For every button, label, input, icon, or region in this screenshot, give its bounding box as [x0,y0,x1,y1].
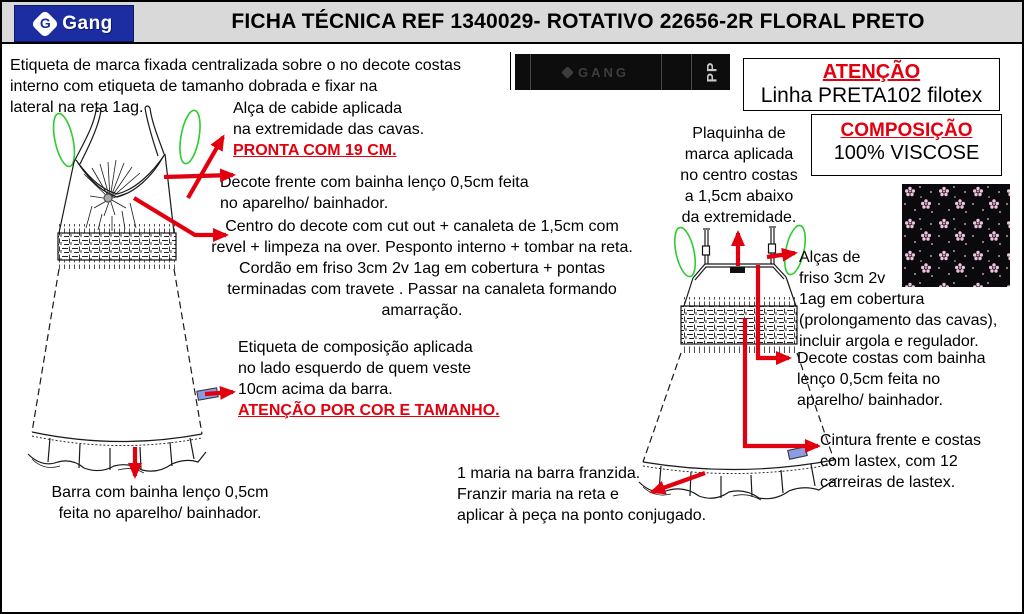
note-hanger-strap [233,98,443,161]
label-segment [515,54,531,90]
hanger-loop-icon [671,226,699,279]
note-hem: Barra com bainha lenço 0,5cm feita no aparelho/ bainhador. [51,484,269,522]
note-composition-label-em: ATENÇÃO POR COR E TAMANHO. [238,402,500,419]
note-ruffle: 1 maria na barra franzida. Franzir maria na reta e aplicar à peça na ponto conjugado. [457,465,707,524]
brand-plaquinha-icon [730,267,745,273]
hanger-loop-icon [50,112,79,169]
gang-logo [14,5,134,42]
page-title: FICHA TÉCNICA REF 1340029- ROTATIVO 22656-2R FLORAL PRETO [231,10,925,33]
woven-label-strip [515,54,730,90]
composition-title: COMPOSIÇÃO [840,120,973,141]
gang-logo-icon: G [31,9,59,37]
note-center-neck: Centro do decote com cut out + canaleta de 1,5cm com revel + limpeza na over. Pesponto interno + tombar na reta. Cordão em friso 3cm 2v 1ag em cobertura + pontas terminadas com travete . Passar na canaleta formando amarração. [211,218,633,319]
note-hanger-strap-em: PRONTA COM 19 CM. [233,142,397,159]
divider [510,52,511,90]
gang-label-icon [561,66,574,79]
note-brand-label: Etiqueta de marca fixada centralizada sobre o no decote costas interno com etiqueta de tamanho dobrada e fixar na lateral na reta 1ag. [10,57,461,116]
attention-line: Linha PRETA102 filotex [760,84,983,107]
label-brand-text: GANG [578,64,629,80]
label-brand-segment [531,54,662,90]
strap-adjuster-icon [703,246,710,255]
label-size-text: PP [703,61,719,83]
note-composition-label [238,337,518,421]
note-straps: Alças de friso 3cm 2v 1ag em cobertura (prolongamento das cavas), incluir argola e regulador. [799,249,998,350]
note-waist: Cintura frente e costas com lastex, com 12 carreiras de lastex. [820,432,981,491]
gang-logo-text: Gang [62,12,113,34]
attention-title: ATENÇÃO [822,61,921,83]
attention-box [743,58,1000,111]
label-size-segment [692,54,730,90]
note-front-neck: Decote frente com bainha lenço 0,5cm feita no aparelho/ bainhador. [220,174,529,212]
hanger-loop-icon [176,109,203,165]
header-bar [2,2,1022,44]
strap-adjuster-icon [769,244,776,253]
note-composition-label-text: Etiqueta de composição aplicada no lado esquerdo de quem veste 10cm acima da barra. [238,339,473,398]
note-hanger-strap-text: Alça de cabide aplicada na extremidade das cavas. [233,100,425,138]
composition-box [811,114,1002,176]
composition-line: 100% VISCOSE [833,142,980,164]
note-plaquinha: Plaquinha de marca aplicada no centro costas a 1,5cm abaixo da extremidade. [680,125,798,226]
label-segment [662,54,692,90]
note-back-neck: Decote costas com bainha lenço 0,5cm feita no aparelho/ bainhador. [797,350,986,409]
